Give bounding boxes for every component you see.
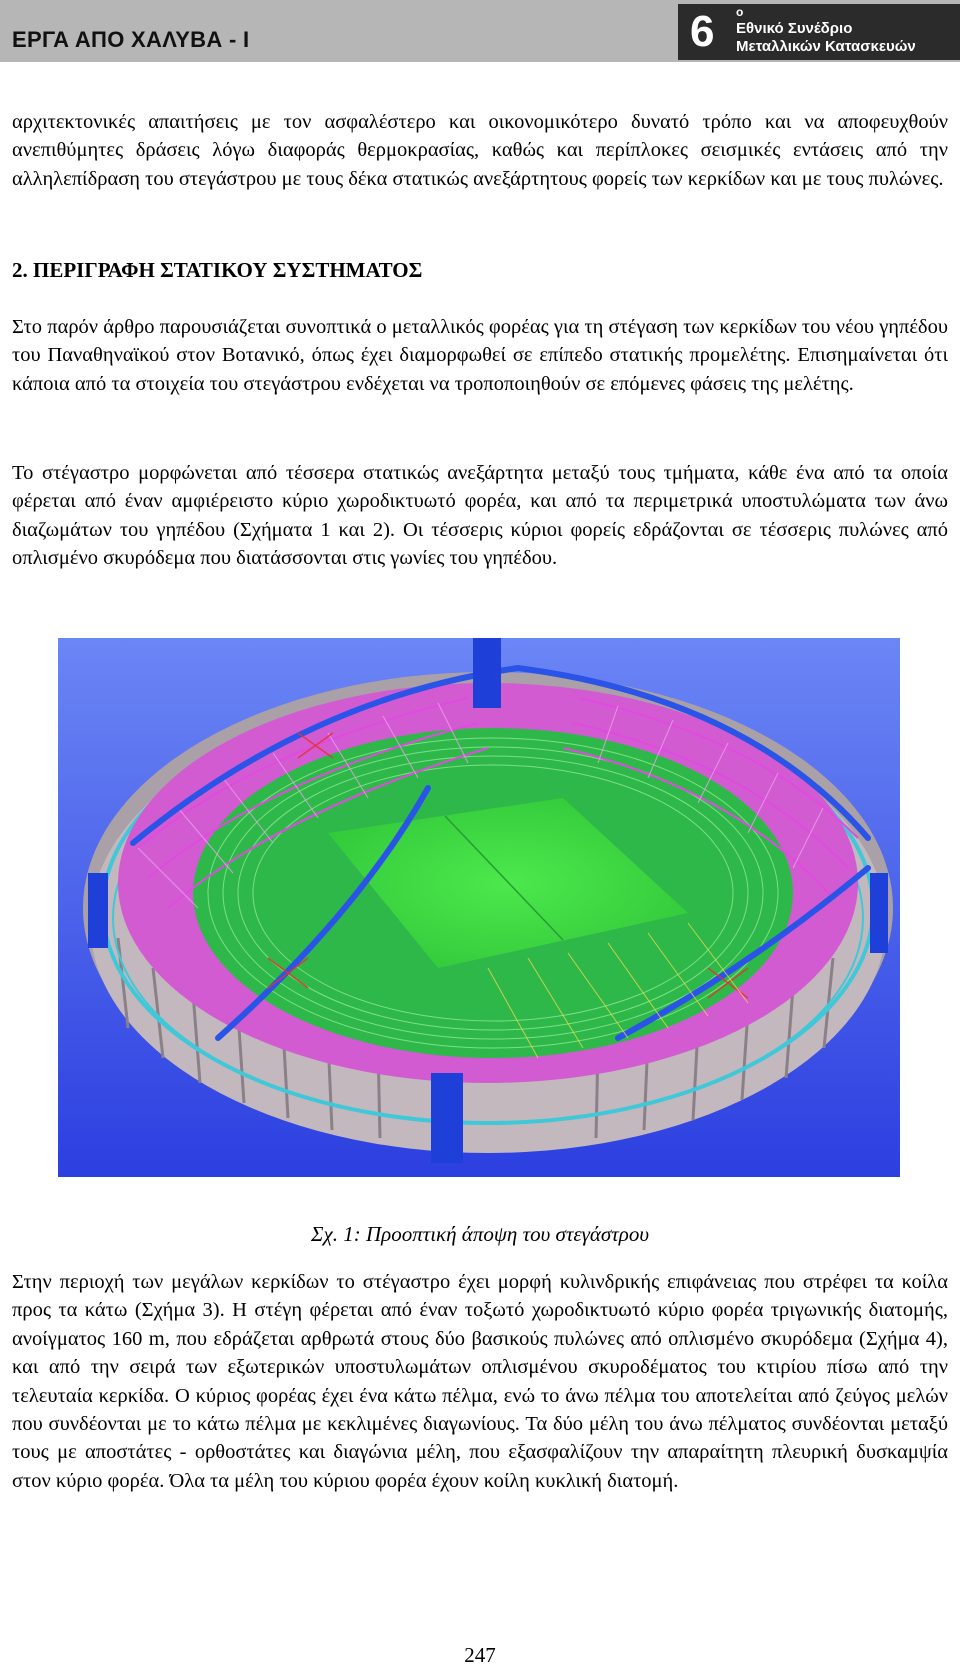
conference-badge (678, 4, 960, 60)
conference-name-line1: Εθνικό Συνέδριο (736, 20, 853, 37)
conference-number: 6 (690, 7, 715, 56)
intro-paragraph: αρχιτεκτονικές απαιτήσεις με τον ασφαλέστερο και οικονομικότερο δυνατό τρόπο και να αποφευχθούν ανεπιθύμητες δράσεις λόγω διαφοράς θερμοκρασίας, καθώς και περίπλοκες σεισμικές εντάσεις από την αλληλεπίδραση του στεγάστρου με τους δέκα στατικώς ανεξάρτητους φορείς των κερκίδων και με τους πυλώνες. (12, 111, 948, 190)
paragraph-3: Στην περιοχή των μεγάλων κερκίδων το στέγαστρο έχει μορφή κυλινδρικής επιφάνειας που στρέφει τα κοίλα προς τα κάτω (Σχήμα 3). Η στέγη φέρεται από έναν τοξωτό χωροδικτυωτό κύριο φορέα τριγωνικής διατομής, ανοίγματος 160 m, που εδράζεται αρθρωτά στους δύο βασικούς πυλώνες από οπλισμένο σκυρόδεμα (Σχήμα 4), και από την σειρά των εξωτερικών υποστυλωμάτων οπλισμένου σκυροδέματος του κτιρίου πίσω από την τελευταία κερκίδα. Ο κύριος φορέας έχει ένα κάτω πέλμα, ενώ το άνω πέλμα του αποτελείται από ζεύγος μελών που συνδέονται με το κάτω πέλμα με κεκλιμένες διαγωνίους. Τα δύο μέλη του άνω πέλματος συνδέονται μεταξύ τους με αποστάτες - ορθοστάτες και διαγώνια μέλη, που εξασφαλίζουν την απαραίτητη πλευρική δυσκαμψία στον κύριο φορέα. Όλα τα μέλη του κύριου φορέα έχουν κοίλη κυκλική διατομή. (12, 1271, 948, 1492)
paragraph-2: Το στέγαστρο μορφώνεται από τέσσερα στατικώς ανεξάρτητα μεταξύ τους τμήματα, κάθε ένα από τα οποία φέρεται από έναν αμφιέρειστο κύριο χωροδικτυωτό φορέα, και από τα περιμετρικά υποστυλώματα των άνω διαζωμάτων του γηπέδου (Σχήματα 1 και 2). Οι τέσσερις κύριοι φορείς εδράζονται σε τέσσερις πυλώνες από οπλισμένο σκυρόδεμα που διατάσσονται στις γωνίες του γηπέδου. (12, 462, 948, 570)
paragraph-1: Στο παρόν άρθρο παρουσιάζεται συνοπτικά ο μεταλλικός φορέας για τη στέγαση των κερκίδων του νέου γηπέδου του Παναθηναϊκού στον Βοτανικό, όπως έχει διαμορφωθεί σε επίπεδο στατικής προμελέτης. Επισημαίνεται ότι κάποια από τα στοιχεία του στεγάστρου ενδέχεται να τροποποιηθούν σε επόμενες φάσεις της μελέτης. (12, 316, 948, 395)
conference-name-line2: Μεταλλικών Κατασκευών (736, 38, 916, 55)
page-header (0, 0, 960, 62)
section-heading: 2. ΠΕΡΙΓΡΑΦΗ ΣΤΑΤΙΚΟΥ ΣΥΣΤΗΜΑΤΟΣ (12, 258, 423, 282)
stadium-roof-figure (58, 638, 900, 1177)
conference-ordinal: ο (736, 5, 744, 19)
page-number: 247 (464, 1643, 496, 1667)
figure-caption: Σχ. 1: Προοπτική άποψη του στεγάστρου (310, 1222, 650, 1246)
stadium-3d-model-illustration (58, 638, 900, 1177)
running-title: ΕΡΓΑ ΑΠΟ ΧΑΛΥΒΑ - Ι (12, 27, 250, 52)
